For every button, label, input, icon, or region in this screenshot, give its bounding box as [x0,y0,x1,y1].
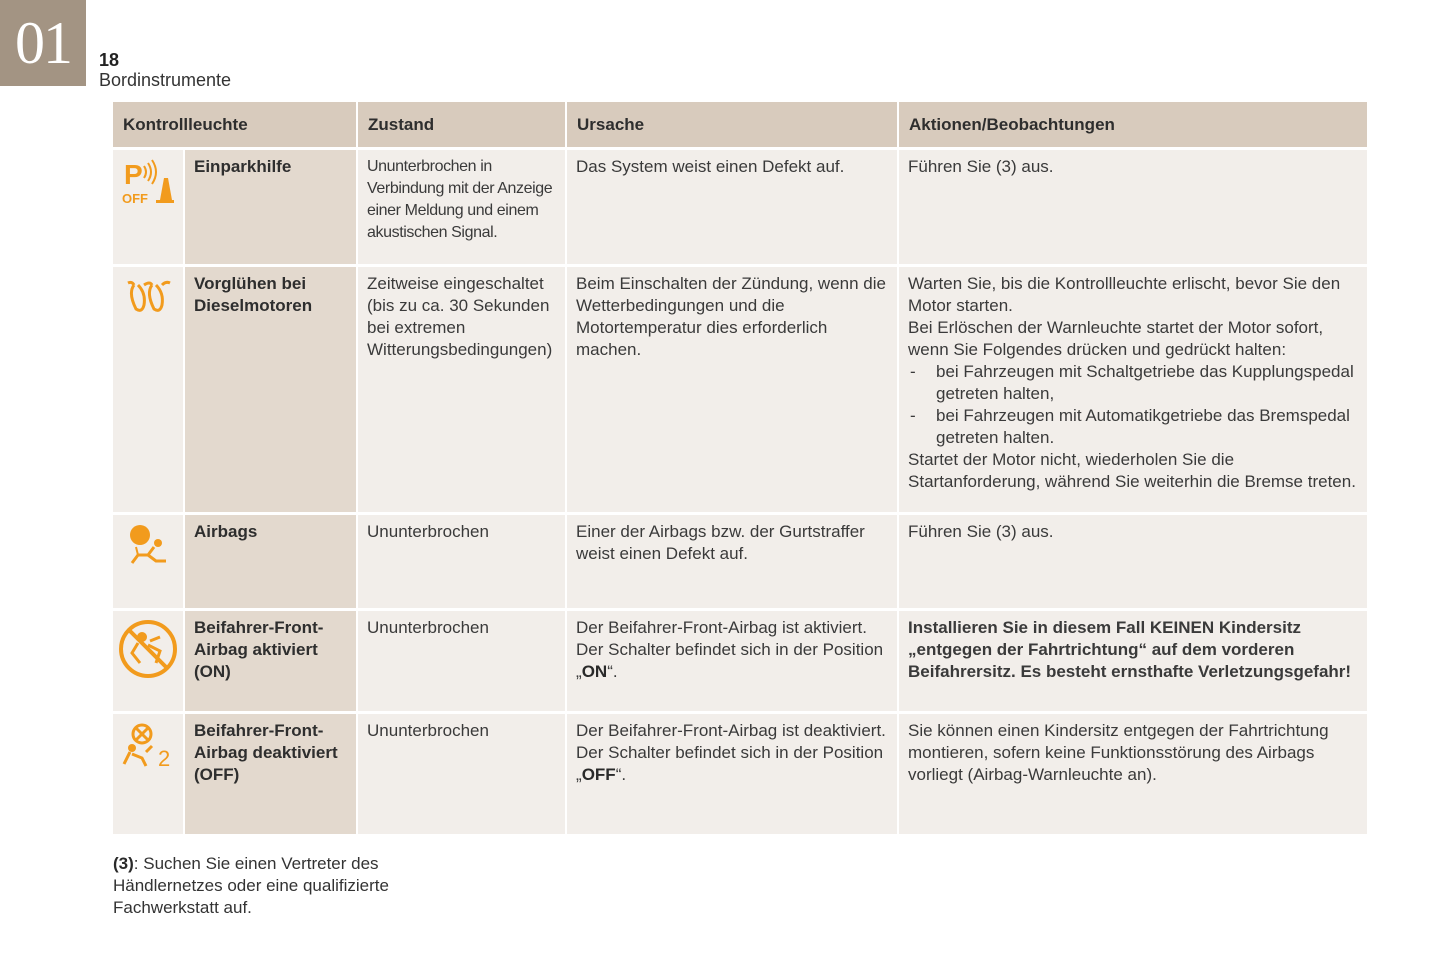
table-row [113,611,1367,711]
svg-text:2: 2 [158,746,171,770]
footnote-text: : Suchen Sie einen Vertreter des Händlernetzes oder eine qualifizierte Fachwerkstatt auf. [113,854,389,917]
icon-cell [113,714,183,834]
ursache-cell: Einer der Airbags bzw. der Gurtstraffer weist einen Defekt auf. [567,515,897,608]
ursache-line: Der Beifahrer-Front-Airbag ist deaktiviert. [576,721,886,740]
svg-text:OFF: OFF [122,191,148,206]
passenger-airbag-on-icon [118,619,178,679]
page-number: 18 [99,50,120,70]
list-item: - bei Fahrzeugen mit Automatikgetriebe das Bremspedal getreten halten. [908,405,1359,449]
aktionen-cell: Sie können einen Kindersitz entgegen der Fahrtrichtung montieren, sofern keine Funktionsstörung des Airbags vorliegt (Airbag-Warnleuchte an). [899,714,1367,834]
aktionen-cell: Installieren Sie in diesem Fall KEINEN Kindersitz „entgegen der Fahrtrichtung“ auf dem vorderen Beifahrersitz. Es besteht ernsthafte Verletzungsgefahr! [899,611,1367,711]
ursache-cell: Das System weist einen Defekt auf. [567,150,897,264]
icon-cell [113,611,183,711]
warning-light-name: Einparkhilfe [185,150,356,264]
switch-position-value: OFF [581,765,616,784]
section-title: Bordinstrumente [99,70,232,90]
chapter-number: 01 [0,0,86,86]
zustand-cell: Ununterbrochen in Verbindung mit der Anzeige einer Meldung und einem akustischen Signal. [358,150,565,264]
zustand-cell: Zeitweise eingeschaltet (bis zu ca. 30 Sekunden bei extremen Witterungsbedingungen) [358,267,565,512]
ursache-line-suffix: “. [607,662,618,681]
ursache-cell [567,714,897,834]
table-row [113,515,1367,608]
icon-cell [113,515,183,608]
warning-light-name: Beifahrer-Front-Airbag deaktiviert (OFF) [185,714,356,834]
column-header-ursache: Ursache [567,102,897,147]
zustand-cell: Ununterbrochen [358,515,565,608]
ursache-line: Der Beifahrer-Front-Airbag ist aktiviert. [576,618,867,637]
warning-light-name: Airbags [185,515,356,608]
park-assist-off-icon [120,158,176,208]
aktionen-cell [899,267,1367,512]
aktionen-intro: Warten Sie, bis die Kontrollleuchte erlischt, bevor Sie den Motor starten. [908,274,1341,315]
icon-cell [113,150,183,264]
svg-text:P: P [124,159,143,190]
table-header-row [113,102,1367,147]
warning-lights-table [111,99,1369,837]
warning-light-name: Beifahrer-Front-Airbag aktiviert (ON) [185,611,356,711]
zustand-cell: Ununterbrochen [358,714,565,834]
column-header-kontrollleuchte: Kontrollleuchte [113,102,356,147]
list-item: - bei Fahrzeugen mit Schaltgetriebe das Kupplungspedal getreten halten, [908,361,1359,405]
aktionen-intro-2: Bei Erlöschen der Warnleuchte startet der Motor sofort, wenn Sie Folgendes drücken und gedrückt halten: [908,318,1324,359]
airbag-icon [124,523,172,569]
footnote [113,853,413,919]
switch-position-value: ON [581,662,608,681]
ursache-cell: Beim Einschalten der Zündung, wenn die Wetterbedingungen und die Motortemperatur dies erforderlich machen. [567,267,897,512]
column-header-zustand: Zustand [358,102,565,147]
footnote-ref: (3) [113,854,134,873]
aktionen-cell: Führen Sie (3) aus. [899,515,1367,608]
icon-cell [113,267,183,512]
ursache-line: Der Schalter befindet sich in der Position „ [576,640,884,681]
aktionen-outro: Startet der Motor nicht, wiederholen Sie die Startanforderung, während Sie weiterhin die Bremse treten. [908,450,1356,491]
table-row [113,267,1367,512]
aktionen-cell: Führen Sie (3) aus. [899,150,1367,264]
ursache-line-suffix: “. [615,765,627,784]
ursache-line: Der Schalter befindet sich in der Position „ [576,743,884,784]
ursache-cell [567,611,897,711]
passenger-airbag-off-icon [120,722,176,770]
warning-light-name: Vorglühen bei Dieselmotoren [185,267,356,512]
table-row [113,714,1367,834]
diesel-preheat-icon [124,275,172,315]
table-row [113,150,1367,264]
zustand-cell: Ununterbrochen [358,611,565,711]
column-header-aktionen: Aktionen/Beobachtungen [899,102,1367,147]
